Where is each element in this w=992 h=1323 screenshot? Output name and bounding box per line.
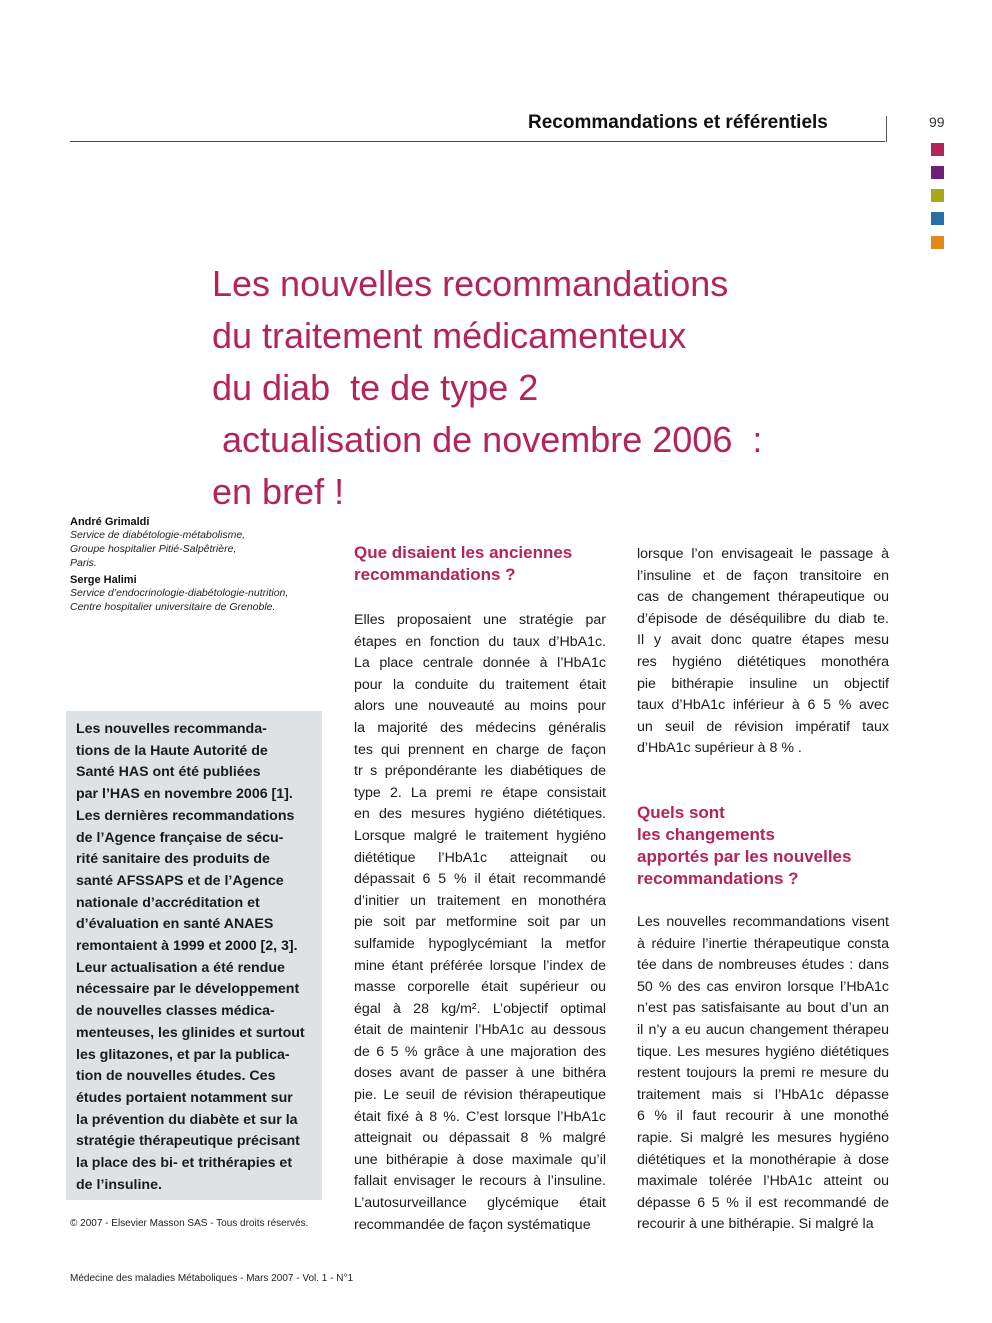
- text-line: tr s prépondérante les diabétiques de: [354, 763, 606, 780]
- text-line: rité sanitaire des produits de: [76, 851, 270, 868]
- author-name: Serge Halimi: [70, 574, 137, 586]
- text-line: il n’y a eu aucun changement thérapeu: [637, 1021, 889, 1038]
- text-line: Les dernières recommandations: [76, 807, 295, 824]
- abstract-text: [76, 719, 316, 1196]
- color-square-purple: [931, 166, 944, 179]
- text-line: Les nouvelles recommanda-: [76, 721, 267, 737]
- author-affiliation: Groupe hospitalier Pitié-Salpêtrière,: [70, 543, 237, 555]
- text-line: apportés par les nouvelles: [637, 847, 852, 866]
- text-line: tique. Les mesures hygiéno diététiques: [637, 1043, 889, 1060]
- text-line: masse corporelle était supérieur ou: [354, 979, 606, 996]
- color-square-blue: [931, 212, 944, 225]
- color-square-magenta: [931, 143, 944, 156]
- text-line: recommandations ?: [637, 869, 799, 888]
- text-line: de l’insuline.: [76, 1176, 162, 1193]
- text-line: d’initier un traitement en monothéra: [354, 892, 606, 909]
- text-line: l’insuline et de façon transitoire en: [637, 567, 889, 584]
- text-line: pie. Le seuil de révision thérapeutique: [354, 1087, 606, 1104]
- author-affiliation: Service de diabétologie-métabolisme,: [70, 529, 246, 541]
- text-line: restent toujours la premi re mesure du: [637, 1065, 889, 1082]
- text-line: recommandations ?: [354, 565, 516, 584]
- section-heading: [637, 802, 889, 890]
- text-line: Santé HAS ont été publiées: [76, 764, 261, 781]
- author-affiliation: Service d’endocrinologie-diabétologie-nutrition,: [70, 587, 289, 599]
- text-line: en des mesures hygiéno diététiques.: [354, 806, 606, 823]
- color-square-olive: [931, 189, 944, 202]
- author-affiliation: Paris.: [70, 557, 97, 569]
- text-line: Elles proposaient une stratégie par: [354, 612, 606, 628]
- title-line: en bref !: [212, 471, 345, 512]
- text-line: traitement mais si l’HbA1c dépasse: [637, 1086, 889, 1103]
- text-line: une bithérapie à dose maximale qu’il: [354, 1151, 606, 1168]
- header-rule: [70, 141, 885, 142]
- article-title: [212, 258, 762, 518]
- text-line: pie soit par metformine soit par un: [354, 914, 606, 931]
- text-line: tée dans de nombreuses études : dans: [637, 957, 889, 974]
- color-square-orange: [931, 236, 944, 249]
- author-name: André Grimaldi: [70, 516, 150, 528]
- text-line: santé AFSSAPS et de l’Agence: [76, 872, 284, 889]
- text-line: lorsque l’on envisageait le passage à: [637, 546, 889, 562]
- text-line: maximale tolérée l’HbA1c atteint ou: [637, 1173, 889, 1190]
- text-line: doses avant de passer à une bithéra: [354, 1065, 606, 1082]
- text-line: taux d’HbA1c inférieur à 6 5 % avec: [637, 697, 889, 714]
- copyright: © 2007 - Elsevier Masson SAS - Tous droits réservés.: [70, 1218, 309, 1229]
- text-line: les changements: [637, 825, 775, 844]
- text-line: sulfamide hypoglycémiant la metfor: [354, 935, 606, 952]
- text-line: mine étant préférée lorsque l’index de: [354, 957, 606, 974]
- text-line: de l’Agence française de sécu-: [76, 829, 284, 846]
- text-line: était fixé à 8 %. C’est lorsque l’HbA1c: [354, 1108, 606, 1125]
- text-line: d’HbA1c supérieur à 8 % .: [637, 740, 802, 757]
- text-line: La place centrale donnée à l’HbA1c: [354, 655, 606, 672]
- text-line: recourir à une bithérapie. Si malgré la: [637, 1216, 874, 1233]
- text-line: par l’HAS en novembre 2006 [1].: [76, 786, 293, 803]
- text-line: Quels sont: [637, 803, 725, 822]
- text-line: fallait envisager le recours à l’insuline.: [354, 1173, 606, 1190]
- text-line: diététiques et la monothérapie à dose: [637, 1151, 889, 1168]
- text-line: 50 % des cas environ lorsque l’HbA1c: [637, 978, 889, 995]
- text-line: la place des bi- et trithérapies et: [76, 1155, 293, 1172]
- text-line: études portaient notamment sur: [76, 1089, 293, 1106]
- text-line: pie bithérapie insuline un objectif: [637, 675, 889, 692]
- text-line: cas de changement thérapeutique ou: [637, 589, 889, 606]
- text-line: Lorsque malgré le traitement hygiéno: [354, 827, 606, 844]
- text-line: 6 % il faut recourir à une monothé: [637, 1108, 889, 1125]
- text-line: la majorité des médecins généralis: [354, 719, 606, 736]
- text-line: de nouvelles classes médica-: [76, 1003, 275, 1020]
- text-line: d’évaluation en santé ANAES: [76, 916, 274, 933]
- text-line: pour la conduite du traitement était: [354, 676, 606, 693]
- text-line: tions de la Haute Autorité de: [76, 742, 268, 759]
- text-line: étapes en fonction du taux d’HbA1c.: [354, 633, 606, 650]
- text-line: égal à 28 kg/m². L’objectif optimal: [354, 1000, 606, 1017]
- section-body-continued: [637, 544, 889, 760]
- text-line: nationale d’accréditation et: [76, 894, 260, 911]
- text-line: de 6 5 % grâce à une majoration des: [354, 1043, 606, 1060]
- title-line: Les nouvelles recommandations: [212, 263, 729, 304]
- title-line: du traitement médicamenteux: [212, 315, 687, 356]
- text-line: L’autosurveillance glycémique était: [354, 1195, 606, 1212]
- text-line: était de maintenir l’HbA1c au dessous: [354, 1022, 606, 1039]
- header-tick: [886, 116, 887, 142]
- text-line: atteignait ou dépassait 8 % malgré: [354, 1130, 606, 1147]
- text-line: Il y avait donc quatre étapes mesu: [637, 632, 889, 649]
- authors: [70, 516, 340, 614]
- text-line: les glitazones, et par la publica-: [76, 1046, 290, 1063]
- text-line: res hygiéno diététiques monothéra: [637, 653, 889, 670]
- text-line: Leur actualisation a été rendue: [76, 959, 285, 976]
- text-line: la prévention du diabète et sur la: [76, 1111, 298, 1128]
- journal-footer: Médecine des maladies Métaboliques - Mars 2007 - Vol. 1 - N°1: [70, 1273, 354, 1284]
- text-line: Les nouvelles recommandations visent: [637, 914, 889, 930]
- text-line: recommandée de façon systématique: [354, 1216, 591, 1233]
- title-line: du diab te de type 2: [212, 367, 539, 408]
- section-body: [637, 912, 889, 1236]
- text-line: Que disaient les anciennes: [354, 543, 573, 562]
- text-line: alors une nouveauté au moins pour: [354, 698, 606, 715]
- text-line: d’épisode de déséquilibre du diab te.: [637, 610, 889, 627]
- text-line: un seuil de révision impératif taux: [637, 718, 889, 735]
- text-line: diététique l’HbA1c atteignait ou: [354, 849, 606, 866]
- section-header: Recommandations et référentiels: [528, 112, 828, 133]
- text-line: menteuses, les glinides et surtout: [76, 1024, 305, 1041]
- section-body: [354, 610, 606, 1236]
- text-line: dépassait 6 5 % il était recommandé: [354, 871, 606, 888]
- text-line: rapie. Si malgré les mesures hygiéno: [637, 1129, 889, 1146]
- section-heading: [354, 542, 606, 586]
- text-line: remontaient à 1999 et 2000 [2, 3].: [76, 938, 298, 955]
- text-line: type 2. La premi re étape consistait: [354, 784, 606, 801]
- text-line: n’est pas satisfaisante au bout d’un an: [637, 1000, 889, 1017]
- title-line: actualisation de novembre 2006 :: [212, 419, 763, 460]
- text-line: tes qui prennent en charge de façon: [354, 741, 606, 758]
- text-line: nécessaire par le développement: [76, 981, 300, 998]
- text-line: à réduire l’inertie thérapeutique consta: [637, 935, 889, 952]
- page-number: 99: [929, 114, 945, 130]
- text-line: stratégie thérapeutique précisant: [76, 1133, 300, 1150]
- text-line: dépasse 6 5 % il est recommandé de: [637, 1194, 889, 1211]
- author-affiliation: Centre hospitalier universitaire de Grenoble.: [70, 601, 276, 613]
- text-line: tion de nouvelles études. Ces: [76, 1068, 276, 1085]
